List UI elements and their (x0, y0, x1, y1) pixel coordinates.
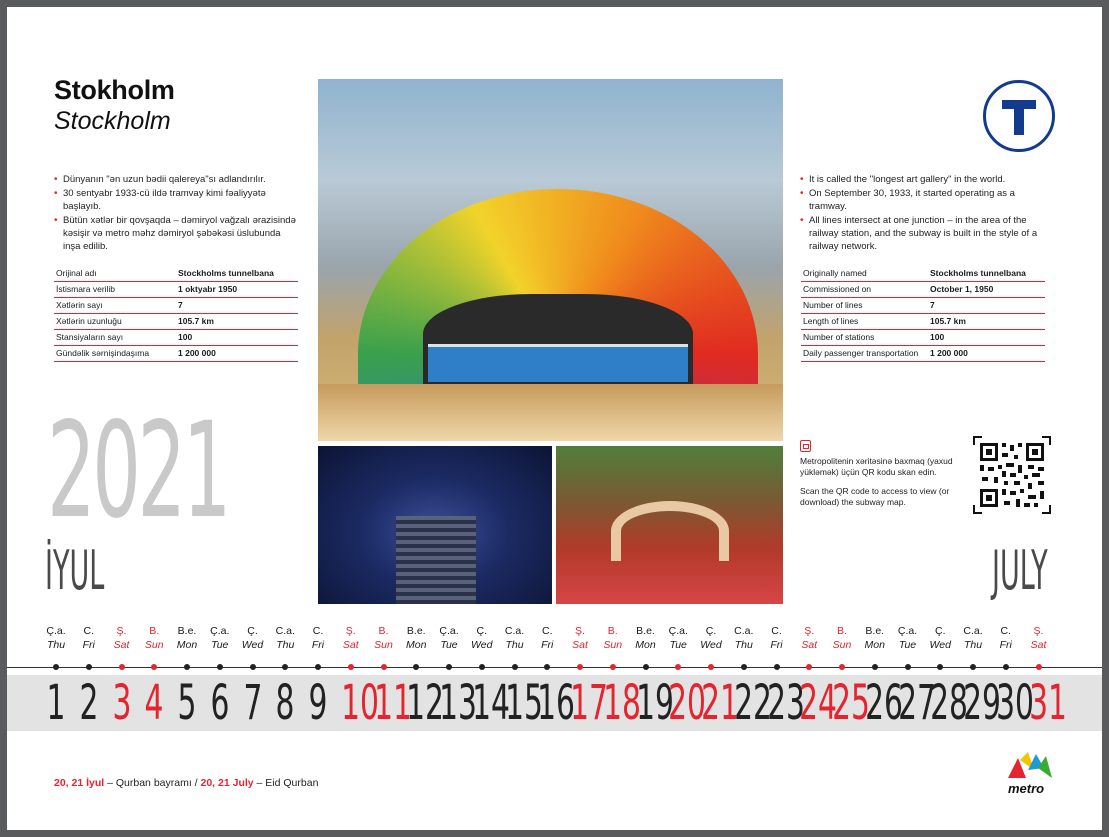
platform-floor (318, 384, 783, 441)
weekday-az: Ş. (575, 625, 585, 637)
weekday-en: Sat (342, 639, 359, 651)
weekday-label (959, 625, 987, 653)
table-row (801, 297, 1045, 313)
day-dot (774, 664, 780, 670)
qr-text-az: Metropolitenin xəritəsinə baxmaq (yaxud yükləmək) üçün QR kodu skan edin. (800, 456, 953, 477)
day-dot (1036, 664, 1042, 670)
arch-gate (611, 501, 729, 561)
weekday-en: Fri (311, 639, 325, 651)
day-dot (544, 664, 550, 670)
stockholm-t-logo-icon (983, 80, 1055, 152)
qr-instructions (800, 456, 970, 516)
weekday-az: B. (378, 625, 389, 637)
date-number: 14 (471, 675, 510, 731)
t-logo-stem (1014, 100, 1024, 135)
date-number: 29 (963, 675, 1001, 731)
info-table-en (801, 265, 1045, 362)
weekday-label (402, 625, 430, 653)
weekday-en: Fri (82, 639, 95, 651)
date-number: 28 (930, 675, 969, 731)
date-number: 12 (406, 675, 445, 731)
weekday-label (566, 625, 594, 653)
row-label: Stansiyaların sayı (54, 329, 176, 345)
table-row (801, 281, 1045, 297)
weekday-label (861, 625, 889, 653)
weekday-az: B. (607, 625, 618, 637)
day-dot (348, 664, 354, 670)
date-number: 21 (701, 675, 739, 731)
day-dot (119, 664, 125, 670)
date-number: 24 (799, 675, 838, 731)
weekday-en: Tue (898, 639, 917, 651)
table-row (801, 345, 1045, 361)
weekday-az: B. (837, 625, 847, 637)
date-number: 4 (144, 675, 164, 731)
holiday-note (54, 777, 318, 789)
day-dot (282, 664, 288, 670)
day-dot (741, 664, 747, 670)
table-row (54, 297, 298, 313)
day-dot (970, 664, 976, 670)
date-number: 18 (602, 675, 641, 731)
day-dot (315, 664, 321, 670)
bullet-item: • 30 sentyabr 1933-cü ildə tramvay kimi fəaliyyətə başlayıb. (54, 187, 299, 213)
row-value: Stockholms tunnelbana (176, 265, 298, 281)
weekday-en: Wed (241, 639, 264, 651)
facts-list-az (54, 173, 299, 254)
day-dot (806, 664, 812, 670)
weekday-en: Fri (770, 639, 783, 651)
weekday-en: Fri (999, 639, 1012, 651)
weekday-en: Sun (144, 639, 164, 651)
weekday-az: B.e. (636, 625, 655, 637)
row-label: İstismara verilib (54, 281, 176, 297)
weekday-label (108, 625, 136, 653)
weekday-en: Thu (276, 639, 295, 651)
row-value: 7 (176, 297, 298, 313)
row-label: Gündəlik sərnişindaşıma (54, 345, 176, 361)
metro-wordmark: metro (1008, 781, 1045, 796)
weekday-en: Thu (734, 639, 753, 651)
date-number: 13 (439, 675, 477, 731)
weekday-label (1025, 625, 1053, 653)
table-row (801, 329, 1045, 345)
weekday-az: Ş. (804, 625, 815, 637)
date-number: 1 (46, 675, 66, 731)
day-dot (512, 664, 518, 670)
bullet-item: • Bütün xətlər bir qovşaqda – dəmiryol vağzalı ərazisində kəsişir və metro məhz dəmiryol şəbəkəsi üslubunda inşa edilib. (54, 214, 299, 253)
day-dot (86, 664, 92, 670)
date-number: 8 (275, 675, 295, 731)
weekday-label (206, 625, 234, 653)
row-value: 105.7 km (928, 313, 1045, 329)
weekday-en: Thu (505, 639, 524, 651)
year-label: 2021 (47, 394, 228, 548)
weekday-en: Wed (929, 639, 951, 651)
weekday-label (173, 625, 201, 653)
holiday-dates-en: 20, 21 July (200, 777, 254, 789)
table-row (801, 313, 1045, 329)
date-number: 27 (897, 675, 936, 731)
weekday-en: Mon (406, 639, 427, 651)
row-label: Number of stations (801, 329, 928, 345)
row-value: October 1, 1950 (928, 281, 1045, 297)
day-dot (479, 664, 485, 670)
weekday-label (664, 625, 692, 653)
city-title-en: Stockholm (54, 107, 171, 135)
row-value: 1 200 000 (928, 345, 1045, 361)
date-number: 5 (177, 675, 197, 731)
weekday-en: Tue (211, 639, 229, 651)
city-title-az: Stokholm (54, 75, 175, 105)
day-dot (937, 664, 943, 670)
row-value: Stockholms tunnelbana (928, 265, 1045, 281)
date-number: 16 (537, 675, 576, 731)
weekday-label (926, 625, 954, 653)
weekday-en: Mon (635, 639, 656, 651)
date-number: 11 (373, 675, 412, 731)
day-dot (1003, 664, 1009, 670)
day-dot (675, 664, 681, 670)
weekday-label (271, 625, 299, 653)
qr-text-en: Scan the QR code to access to view (or download) the subway map. (800, 486, 950, 507)
weekday-label (795, 625, 823, 653)
day-dot (708, 664, 714, 670)
weekday-label (533, 625, 561, 653)
weekday-label (140, 625, 168, 653)
weekday-az: B.e. (406, 625, 426, 637)
weekday-az: C. (1000, 625, 1011, 637)
weekday-en: Tue (440, 639, 458, 651)
month-label-az: İYUL (45, 539, 105, 602)
weekday-az: C. (542, 625, 553, 637)
day-dot (872, 664, 878, 670)
date-number: 20 (668, 675, 707, 731)
weekday-az: B.e. (865, 625, 885, 637)
weekday-en: Thu (963, 639, 983, 651)
bullet-item: • Dünyanın "ən uzun bədii qalereya"sı adlandırılır. (54, 173, 299, 186)
weekday-label (599, 625, 627, 653)
holiday-name-en: – Eid Qurban (253, 777, 319, 789)
row-value: 100 (928, 329, 1045, 345)
date-number: 6 (210, 675, 230, 731)
weekday-label (730, 625, 758, 653)
table-row (54, 281, 298, 297)
row-value: 7 (928, 297, 1045, 313)
qr-code-icon[interactable] (972, 435, 1052, 515)
station-photo-red-hall (556, 446, 783, 604)
weekday-en: Sat (113, 639, 130, 651)
weekday-label (697, 625, 725, 653)
weekday-label (992, 625, 1020, 653)
weekday-az: Ç. (705, 625, 717, 637)
table-row (54, 265, 298, 281)
date-number: 19 (635, 675, 674, 731)
weekday-label (501, 625, 529, 653)
date-number: 15 (504, 675, 543, 731)
weekday-label (75, 625, 103, 653)
weekday-en: Wed (471, 639, 493, 651)
day-dot (250, 664, 256, 670)
date-number: 17 (570, 675, 608, 731)
weekday-en: Sun (603, 639, 623, 651)
row-label: Xətlərin uzunluğu (54, 313, 176, 329)
train (428, 344, 688, 382)
table-row (801, 265, 1045, 281)
weekday-label (337, 625, 365, 653)
table-row (54, 329, 298, 345)
date-number: 3 (112, 675, 131, 731)
escalator (396, 516, 476, 604)
day-dot (217, 664, 223, 670)
date-number: 10 (340, 675, 379, 731)
station-photo-escalator (318, 446, 552, 604)
weekday-en: Tue (669, 639, 687, 651)
row-label: Orijinal adı (54, 265, 176, 281)
weekday-label (304, 625, 332, 653)
row-label: Originally named (801, 265, 928, 281)
weekday-label (632, 625, 660, 653)
date-number: 7 (243, 675, 262, 731)
date-number: 2 (79, 675, 99, 731)
date-number: 22 (733, 675, 772, 731)
weekday-en: Thu (46, 639, 66, 651)
weekday-az: C. (771, 625, 782, 637)
row-label: Commissioned on (801, 281, 928, 297)
day-dot (381, 664, 387, 670)
weekday-en: Sun (832, 639, 852, 651)
row-label: Xətlərin sayı (54, 297, 176, 313)
weekday-en: Sat (572, 639, 588, 651)
date-number: 31 (1028, 675, 1067, 731)
station-photo-main (318, 79, 783, 441)
row-value: 1 oktyabr 1950 (176, 281, 298, 297)
weekday-az: Ş. (345, 625, 356, 637)
day-dot (643, 664, 649, 670)
weekday-en: Fri (541, 639, 554, 651)
day-dot (53, 664, 59, 670)
facts-list-en (800, 173, 1050, 254)
weekday-label (894, 625, 922, 653)
row-label: Number of lines (801, 297, 928, 313)
weekday-az: Ç. (476, 625, 487, 637)
table-row (54, 345, 298, 361)
weekday-az: C.a. (963, 625, 983, 637)
day-dot (151, 664, 157, 670)
calendar-page (7, 7, 1102, 830)
weekday-en: Sat (1030, 639, 1047, 651)
day-dot (413, 664, 419, 670)
weekday-az: C.a. (504, 625, 525, 637)
weekday-label (828, 625, 856, 653)
weekday-en: Sun (374, 639, 393, 651)
date-number: 30 (995, 675, 1034, 731)
date-number: 26 (864, 675, 903, 731)
weekday-label (468, 625, 496, 653)
month-label-en: JULY (992, 539, 1048, 602)
weekday-az: C.a. (275, 625, 295, 637)
day-dot (905, 664, 911, 670)
weekday-az: Ç.a. (46, 625, 66, 637)
weekday-label (370, 625, 398, 653)
weekday-az: Ş. (116, 625, 127, 637)
weekday-az: Ç.a. (210, 625, 230, 637)
weekday-az: C. (312, 625, 324, 637)
row-label: Daily passenger transportation (801, 345, 928, 361)
weekday-az: Ş. (1033, 625, 1044, 637)
weekday-az: Ç.a. (439, 625, 459, 637)
weekday-az: B. (149, 625, 160, 637)
date-number: 23 (766, 675, 805, 731)
weekday-az: Ç. (247, 625, 258, 637)
weekday-label (239, 625, 267, 653)
weekday-en: Mon (864, 639, 885, 651)
row-value: 105.7 km (176, 313, 298, 329)
bullet-item: • All lines intersect at one junction – in the area of the railway station, and the subway is built in the style of a railway network. (800, 214, 1050, 253)
date-number: 25 (832, 675, 870, 731)
holiday-dates-az: 20, 21 İyul (54, 777, 105, 789)
weekday-az: Ç.a. (897, 625, 918, 637)
weekday-az: C.a. (734, 625, 754, 637)
bullet-item: • It is called the "longest art gallery" in the world. (800, 173, 1050, 186)
day-dot (610, 664, 616, 670)
bullet-item: • On September 30, 1933, it started operating as a tramway. (800, 187, 1050, 213)
day-dot (577, 664, 583, 670)
info-table-az (54, 265, 298, 362)
weekday-label (763, 625, 791, 653)
weekday-az: Ç.a. (668, 625, 688, 637)
weekday-en: Wed (700, 639, 722, 651)
weekday-az: Ç. (935, 625, 946, 637)
table-row (54, 313, 298, 329)
row-label: Length of lines (801, 313, 928, 329)
weekday-en: Sat (801, 639, 818, 651)
date-number: 9 (308, 675, 328, 731)
row-value: 100 (176, 329, 298, 345)
row-value: 1 200 000 (176, 345, 298, 361)
weekday-label (42, 625, 70, 653)
map-icon (800, 440, 811, 452)
day-dot (446, 664, 452, 670)
holiday-name-az: – Qurban bayramı / (104, 777, 201, 789)
day-dot (839, 664, 845, 670)
weekday-en: Mon (176, 639, 198, 651)
weekday-az: C. (83, 625, 94, 637)
day-dot (184, 664, 190, 670)
weekday-az: B.e. (177, 625, 197, 637)
weekday-label (435, 625, 463, 653)
